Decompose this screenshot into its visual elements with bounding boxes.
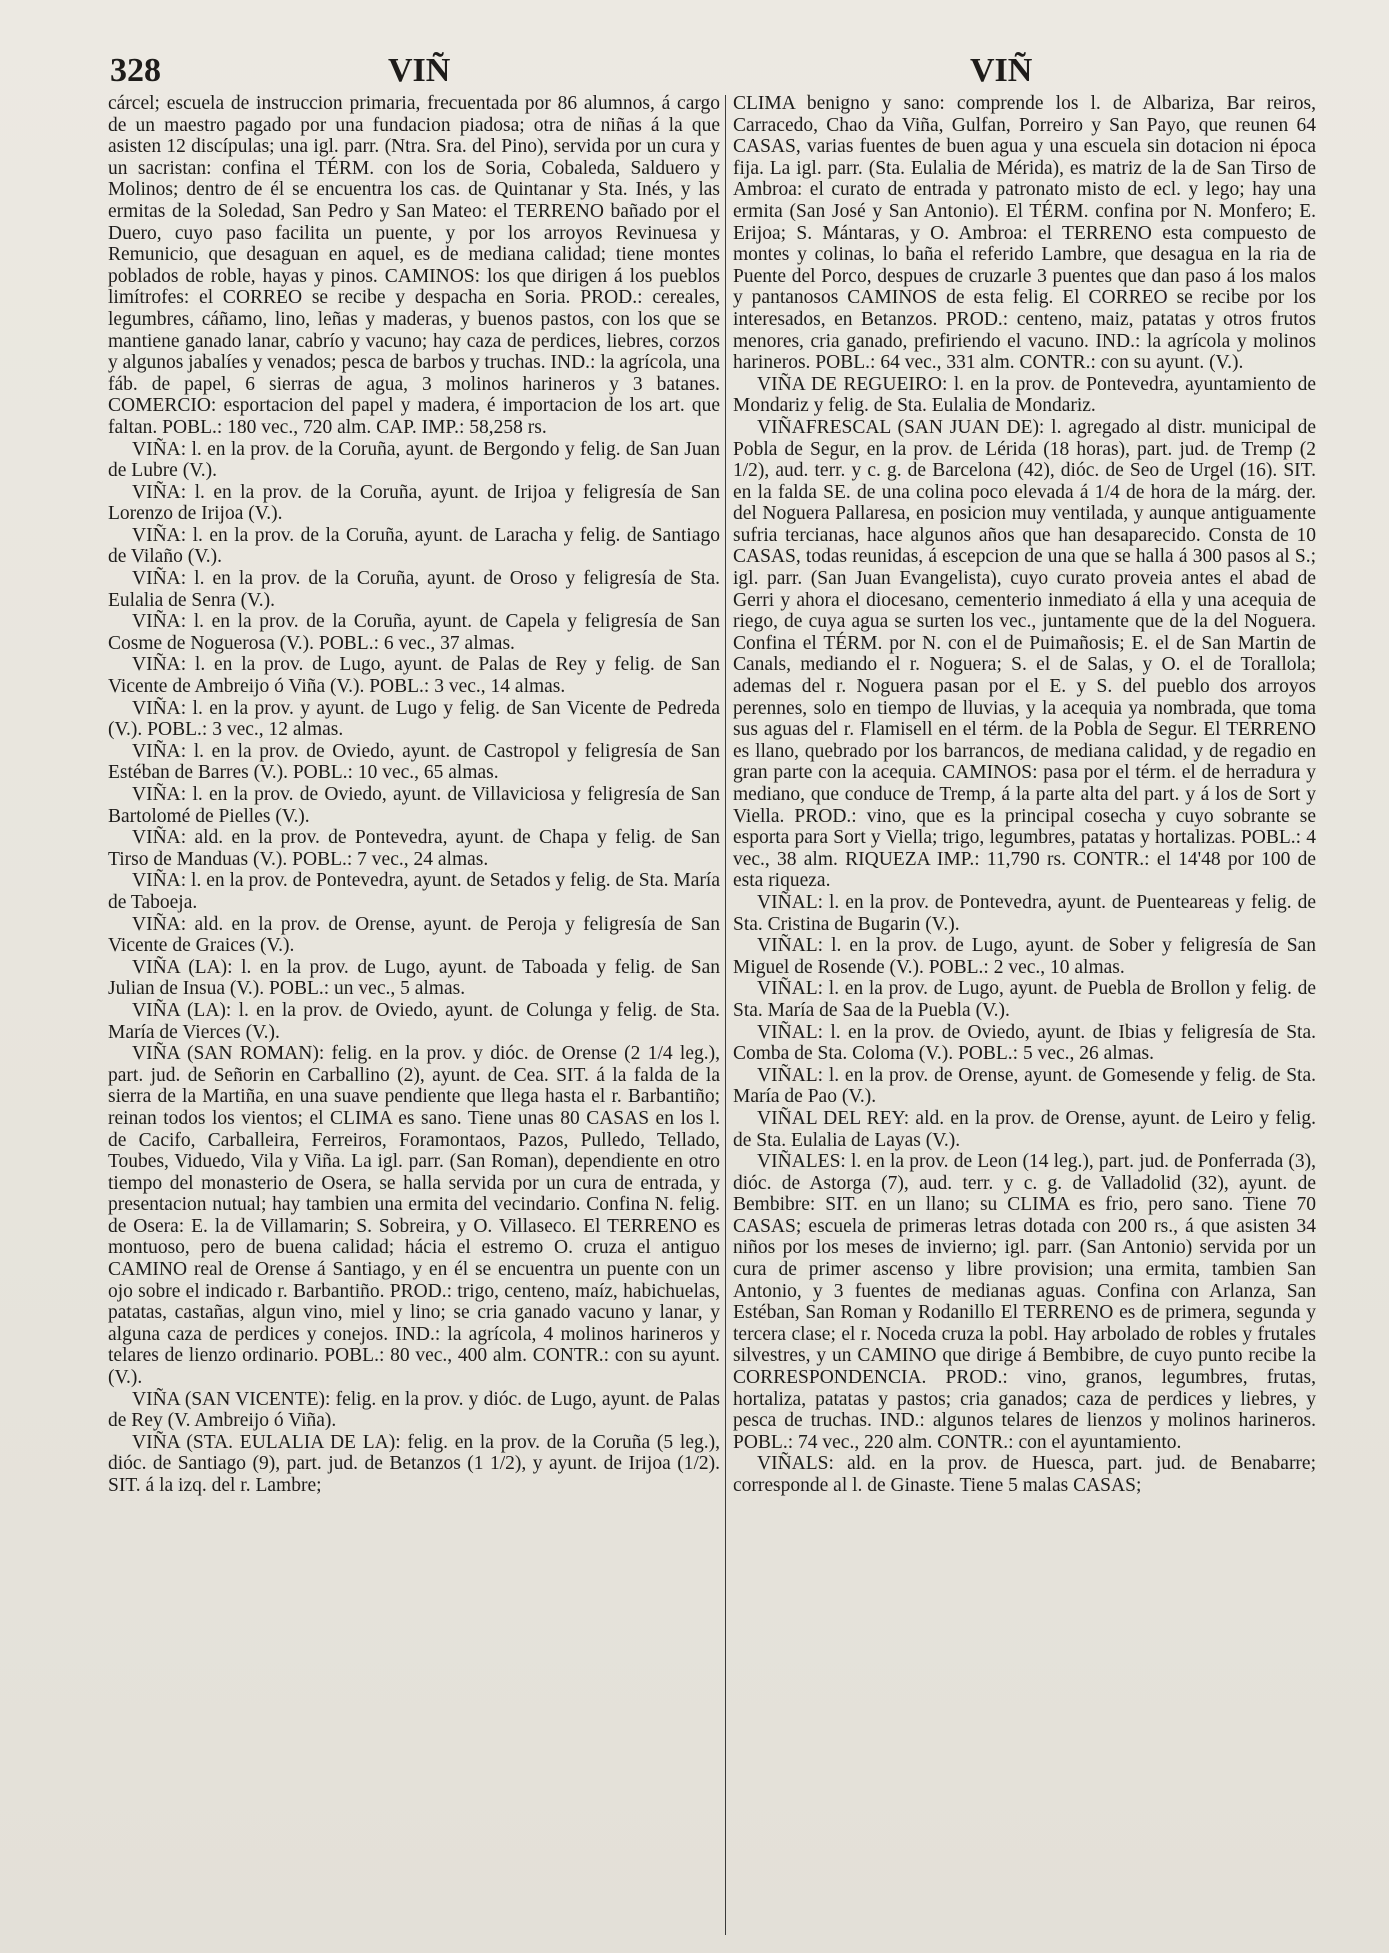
entry: VIÑA (SAN ROMAN): felig. en la prov. y dióc. de Orense (2 1/4 leg.), part. jud. de Señorin en Carballino (2), ayunt. de Cea. SIT. á la falda de la sierra de la Martiña, en una suave pendiente que llega hasta el r. Barbantiño; reinan todos los vientos; el CLIMA es sano. Tiene unas 80 CASAS en los l. de Cacifo, Carballeira, Ferreiros, Foramontaos, Pazos, Pulledo, Tellado, Toubes, Viduedo, Vila y Viña. La igl. parr. (San Roman), dependiente en otro tiempo del monasterio de Osera, se halla servida por un cura de entrada, y presentacion nutual; hay tambien una ermita del vecindario. Confina N. felig. de Osera: E. la de Villamarin; S. Sobreira, y O. Villaseco. El TERRENO es montuoso, pero de buena calidad; hácia el estremo O. cruza el antiguo CAMINO real de Orense á Santiago, y en él se encuentra un puente con un ojo sobre el indicado r. Barbantiño. PROD.: trigo, centeno, maíz, habichuelas, patatas, castañas, algun vino, miel y lino; se cria ganado vacuno y lanar, y alguna caza de perdices y conejos. IND.: la agrícola, 4 molinos harineros y telares de lienzo ordinario. POBL.: 80 vec., 400 alm. CONTR.: con su ayunt. (V.). (108, 1043, 720, 1389)
entry: VIÑA: l. en la prov. de la Coruña, ayunt. de Capela y feligresía de San Cosme de Noguerosa (V.). POBL.: 6 vec., 37 almas. (108, 611, 720, 654)
entry-continuation: CLIMA benigno y sano: comprende los l. de Albariza, Bar reiros, Carracedo, Chao da Viña, Gulfan, Porreiro y San Payo, que reunen 64 CASAS, varias fuentes de buen agua y una escuela sin dotacion ni época fija. La igl. parr. (Sta. Eulalia de Mérida), es matriz de la de San Tirso de Ambroa: el curato de entrada y patronato misto de ecl. y lego; hay una ermita (San José y San Antonio). El TÉRM. confina por N. Monfero; E. Erijoa; S. Mántaras, y O. Ambroa: el TERRENO esta compuesto de montes y colinas, lo baña el referido Lambre, que desagua en la ria de Puente del Porco, despues de cruzarle 3 puentes que dan paso á los malos y pantanosos CAMINOS de esta felig. El CORREO se recibe por los interesados, en Betanzos. PROD.: centeno, maiz, patatas y otros frutos menores, cria ganado, prefiriendo el vacuno. IND.: la agrícola y molinos harineros. POBL.: 64 vec., 331 alm. CONTR.: con su ayunt. (V.). (733, 93, 1316, 374)
entry: VIÑA: l. en la prov. de la Coruña, ayunt. de Bergondo y felig. de San Juan de Lubre (V.). (108, 438, 720, 482)
entry: VIÑAL DEL REY: ald. en la prov. de Orense, ayunt. de Leiro y felig. de Sta. Eulalia de Layas (V.). (733, 1107, 1316, 1151)
entry-continuation: cárcel; escuela de instruccion primaria, frecuentada por 86 alumnos, á cargo de un maestro pagado por una fundacion piadosa; otra de niñas á la que asisten 12 discípulas; una igl. parr. (Ntra. Sra. del Pino), servida por un cura y un sacristan: confina el TÉRM. con los de Soria, Cobaleda, Salduero y Molinos; dentro de él se encuentra los cas. de Quintanar y Sta. Inés, y las ermitas de la Soledad, San Pedro y San Mateo: el TERRENO bañado por el Duero, cuyo paso facilita un puente, y por los arroyos Revinuesa y Remunicio, que desaguan en aquel, es de mediana calidad; tiene montes poblados de roble, hayas y pinos. CAMINOS: los que dirigen á los pueblos limítrofes: el CORREO se recibe y despacha en Soria. PROD.: cereales, legumbres, cáñamo, lino, leñas y maderas, y buenos pastos, con los que se mantiene ganado lanar, cabrío y vacuno; hay caza de perdices, liebres, corzos y algunos jabalíes y venados; pesca de barbos y truchas. IND.: la agrícola, una fáb. de papel, 6 sierras de agua, 3 molinos harineros y 3 batanes. COMERCIO: esportacion del papel y madera, é importacion de los art. que faltan. POBL.: 180 vec., 720 alm. CAP. IMP.: 58,258 rs. (108, 93, 720, 438)
page-header (110, 52, 1309, 92)
entry: VIÑAFRESCAL (SAN JUAN DE): l. agregado al distr. municipal de Pobla de Segur, en la prov. de Lérida (18 horas), part. jud. de Tremp (2 1/2), aud. terr. y c. g. de Barcelona (42), dióc. de Seo de Urgel (16). SIT. en la falda SE. de una colina poco elevada á 1/4 de hora de la márg. der. del Noguera Pallaresa, en posicion muy ventilada, y aunque antiguamente sufria tercianas, hace algunos años que han desaparecido. Consta de 10 CASAS, todas reunidas, á escepcion de una que se halla á 300 pasos al S.; igl. parr. (San Juan Evangelista), cuyo curato proveia antes el abad de Gerri y ahora el diocesano, cementerio inmediato á ella y una acequia de riego, de cuya agua se surten los vec., juntamente que de la del Noguera. Confina el TÉRM. por N. con el de Puimañosis; E. el de San Martin de Canals, mediando el r. Noguera; S. el de Salas, y O. el de Torallola; ademas del r. Noguera pasan por el E. y S. del pueblo dos arroyos perennes, solo en tiempo de lluvias, y la acequia ya nombrada, que toma sus aguas del r. Flamisell en el térm. de la Pobla de Segur. El TERRENO es llano, quebrado por los barrancos, de mediana calidad, y de regadio en gran parte con la acequia. CAMINOS: pasa por el térm. el de herradura y mediano, que conduce de Tremp, á la parte alta del part. y á los de Sort y Viella. PROD.: vino, que es la principal cosecha y cuyo sobrante se esporta para Sort y Viella; trigo, legumbres, patatas y hortalizas. POBL.: 4 vec., 38 alm. RIQUEZA IMP.: 11,790 rs. CONTR.: el 14'48 por 100 de esta riqueza. (733, 416, 1316, 892)
entry: VIÑA: l. en la prov. de Lugo, ayunt. de Palas de Rey y felig. de San Vicente de Ambreijo ó Viña (V.). POBL.: 3 vec., 14 almas. (108, 654, 720, 698)
right-column (733, 93, 1316, 1938)
entry: VIÑA: l. en la prov. de Oviedo, ayunt. de Villaviciosa y feligresía de San Bartolomé de Pielles (V.). (108, 784, 720, 827)
entry: VIÑA (LA): l. en la prov. de Oviedo, ayunt. de Colunga y felig. de Sta. María de Vierces (V.). (108, 999, 720, 1043)
entry: VIÑA: l. en la prov. y ayunt. de Lugo y felig. de San Vicente de Pedreda (V.). POBL.: 3 vec., 12 almas. (108, 697, 720, 741)
entry: VIÑALES: l. en la prov. de Leon (14 leg.), part. jud. de Ponferrada (3), dióc. de Astorga (7), aud. terr. y c. g. de Valladolid (32), ayunt. de Bembibre: SIT. en un llano; su CLIMA es frio, pero sano. Tiene 70 CASAS; escuela de primeras letras dotada con 200 rs., á que asisten 34 niños por los meses de invierno; igl. parr. (San Antonio) servida por un cura de primer ascenso y libre provision; una ermita, tambien San Antonio, y 3 fuentes de medianas aguas. Confina con Arlanza, San Estéban, San Roman y Rodanillo El TERRENO es de primera, segunda y tercera clase; el r. Noceda cruza la pobl. Hay arbolado de robles y frutales silvestres, y un CAMINO que dirige á Bembibre, de cuyo punto recibe la CORRESPONDENCIA. PROD.: vino, granos, legumbres, frutas, hortaliza, patatas y pastos; cria ganados; caza de perdices y liebres, y pesca de truchas. IND.: algunos telares de lienzos y molinos harineros. POBL.: 74 vec., 220 alm. CONTR.: con el ayuntamiento. (733, 1151, 1316, 1453)
entry: VIÑA: l. en la prov. de la Coruña, ayunt. de Laracha y felig. de Santiago de Vilaño (V.). (108, 524, 720, 568)
entry: VIÑAL: l. en la prov. de Orense, ayunt. de Gomesende y felig. de Sta. María de Pao (V.). (733, 1064, 1316, 1108)
entry: VIÑA: ald. en la prov. de Orense, ayunt. de Peroja y feligresía de San Vicente de Graices (V.). (108, 913, 720, 957)
entry: VIÑALS: ald. en la prov. de Huesca, part. jud. de Benabarre; corresponde al l. de Ginaste. Tiene 5 malas CASAS; (733, 1453, 1316, 1496)
running-head-left: VIÑ (388, 52, 451, 89)
entry: VIÑAL: l. en la prov. de Oviedo, ayunt. de Ibias y feligresía de Sta. Comba de Sta. Coloma (V.). POBL.: 5 vec., 26 almas. (733, 1021, 1316, 1065)
entry: VIÑA (STA. EULALIA DE LA): felig. en la prov. de la Coruña (5 leg.), dióc. de Santiago (9), part. jud. de Betanzos (1 1/2), y ayunt. de Irijoa (1/2). SIT. á la izq. del r. Lambre; (108, 1431, 720, 1496)
entry: VIÑAL: l. en la prov. de Lugo, ayunt. de Sober y feligresía de San Miguel de Rosende (V.). POBL.: 2 vec., 10 almas. (733, 935, 1316, 978)
entry: VIÑAL: l. en la prov. de Pontevedra, ayunt. de Puenteareas y felig. de Sta. Cristina de Bugarin (V.). (733, 891, 1316, 935)
entry: VIÑA (SAN VICENTE): felig. en la prov. y dióc. de Lugo, ayunt. de Palas de Rey (V. Ambreijo ó Viña). (108, 1388, 720, 1432)
entry: VIÑA: l. en la prov. de Oviedo, ayunt. de Castropol y feligresía de San Estéban de Barres (V.). POBL.: 10 vec., 65 almas. (108, 740, 720, 784)
running-head-right: VIÑ (970, 52, 1033, 89)
entry: VIÑA DE REGUEIRO: l. en la prov. de Pontevedra, ayuntamiento de Mondariz y felig. de Sta. Eulalia de Mondariz. (733, 373, 1316, 417)
entry: VIÑA: ald. en la prov. de Pontevedra, ayunt. de Chapa y felig. de San Tirso de Manduas (V.). POBL.: 7 vec., 24 almas. (108, 827, 720, 870)
entry: VIÑA: l. en la prov. de Pontevedra, ayunt. de Setados y felig. de Sta. María de Taboeja. (108, 870, 720, 913)
entry: VIÑAL: l. en la prov. de Lugo, ayunt. de Puebla de Brollon y felig. de Sta. María de Saa de la Puebla (V.). (733, 978, 1316, 1021)
column-divider (725, 95, 726, 1935)
page-number: 328 (110, 52, 161, 89)
entry: VIÑA (LA): l. en la prov. de Lugo, ayunt. de Taboada y felig. de San Julian de Insua (V.). POBL.: un vec., 5 almas. (108, 956, 720, 1000)
entry: VIÑA: l. en la prov. de la Coruña, ayunt. de Irijoa y feligresía de San Lorenzo de Irijoa (V.). (108, 481, 720, 525)
entry: VIÑA: l. en la prov. de la Coruña, ayunt. de Oroso y feligresía de Sta. Eulalia de Senra (V.). (108, 568, 720, 611)
left-column (108, 93, 720, 1938)
